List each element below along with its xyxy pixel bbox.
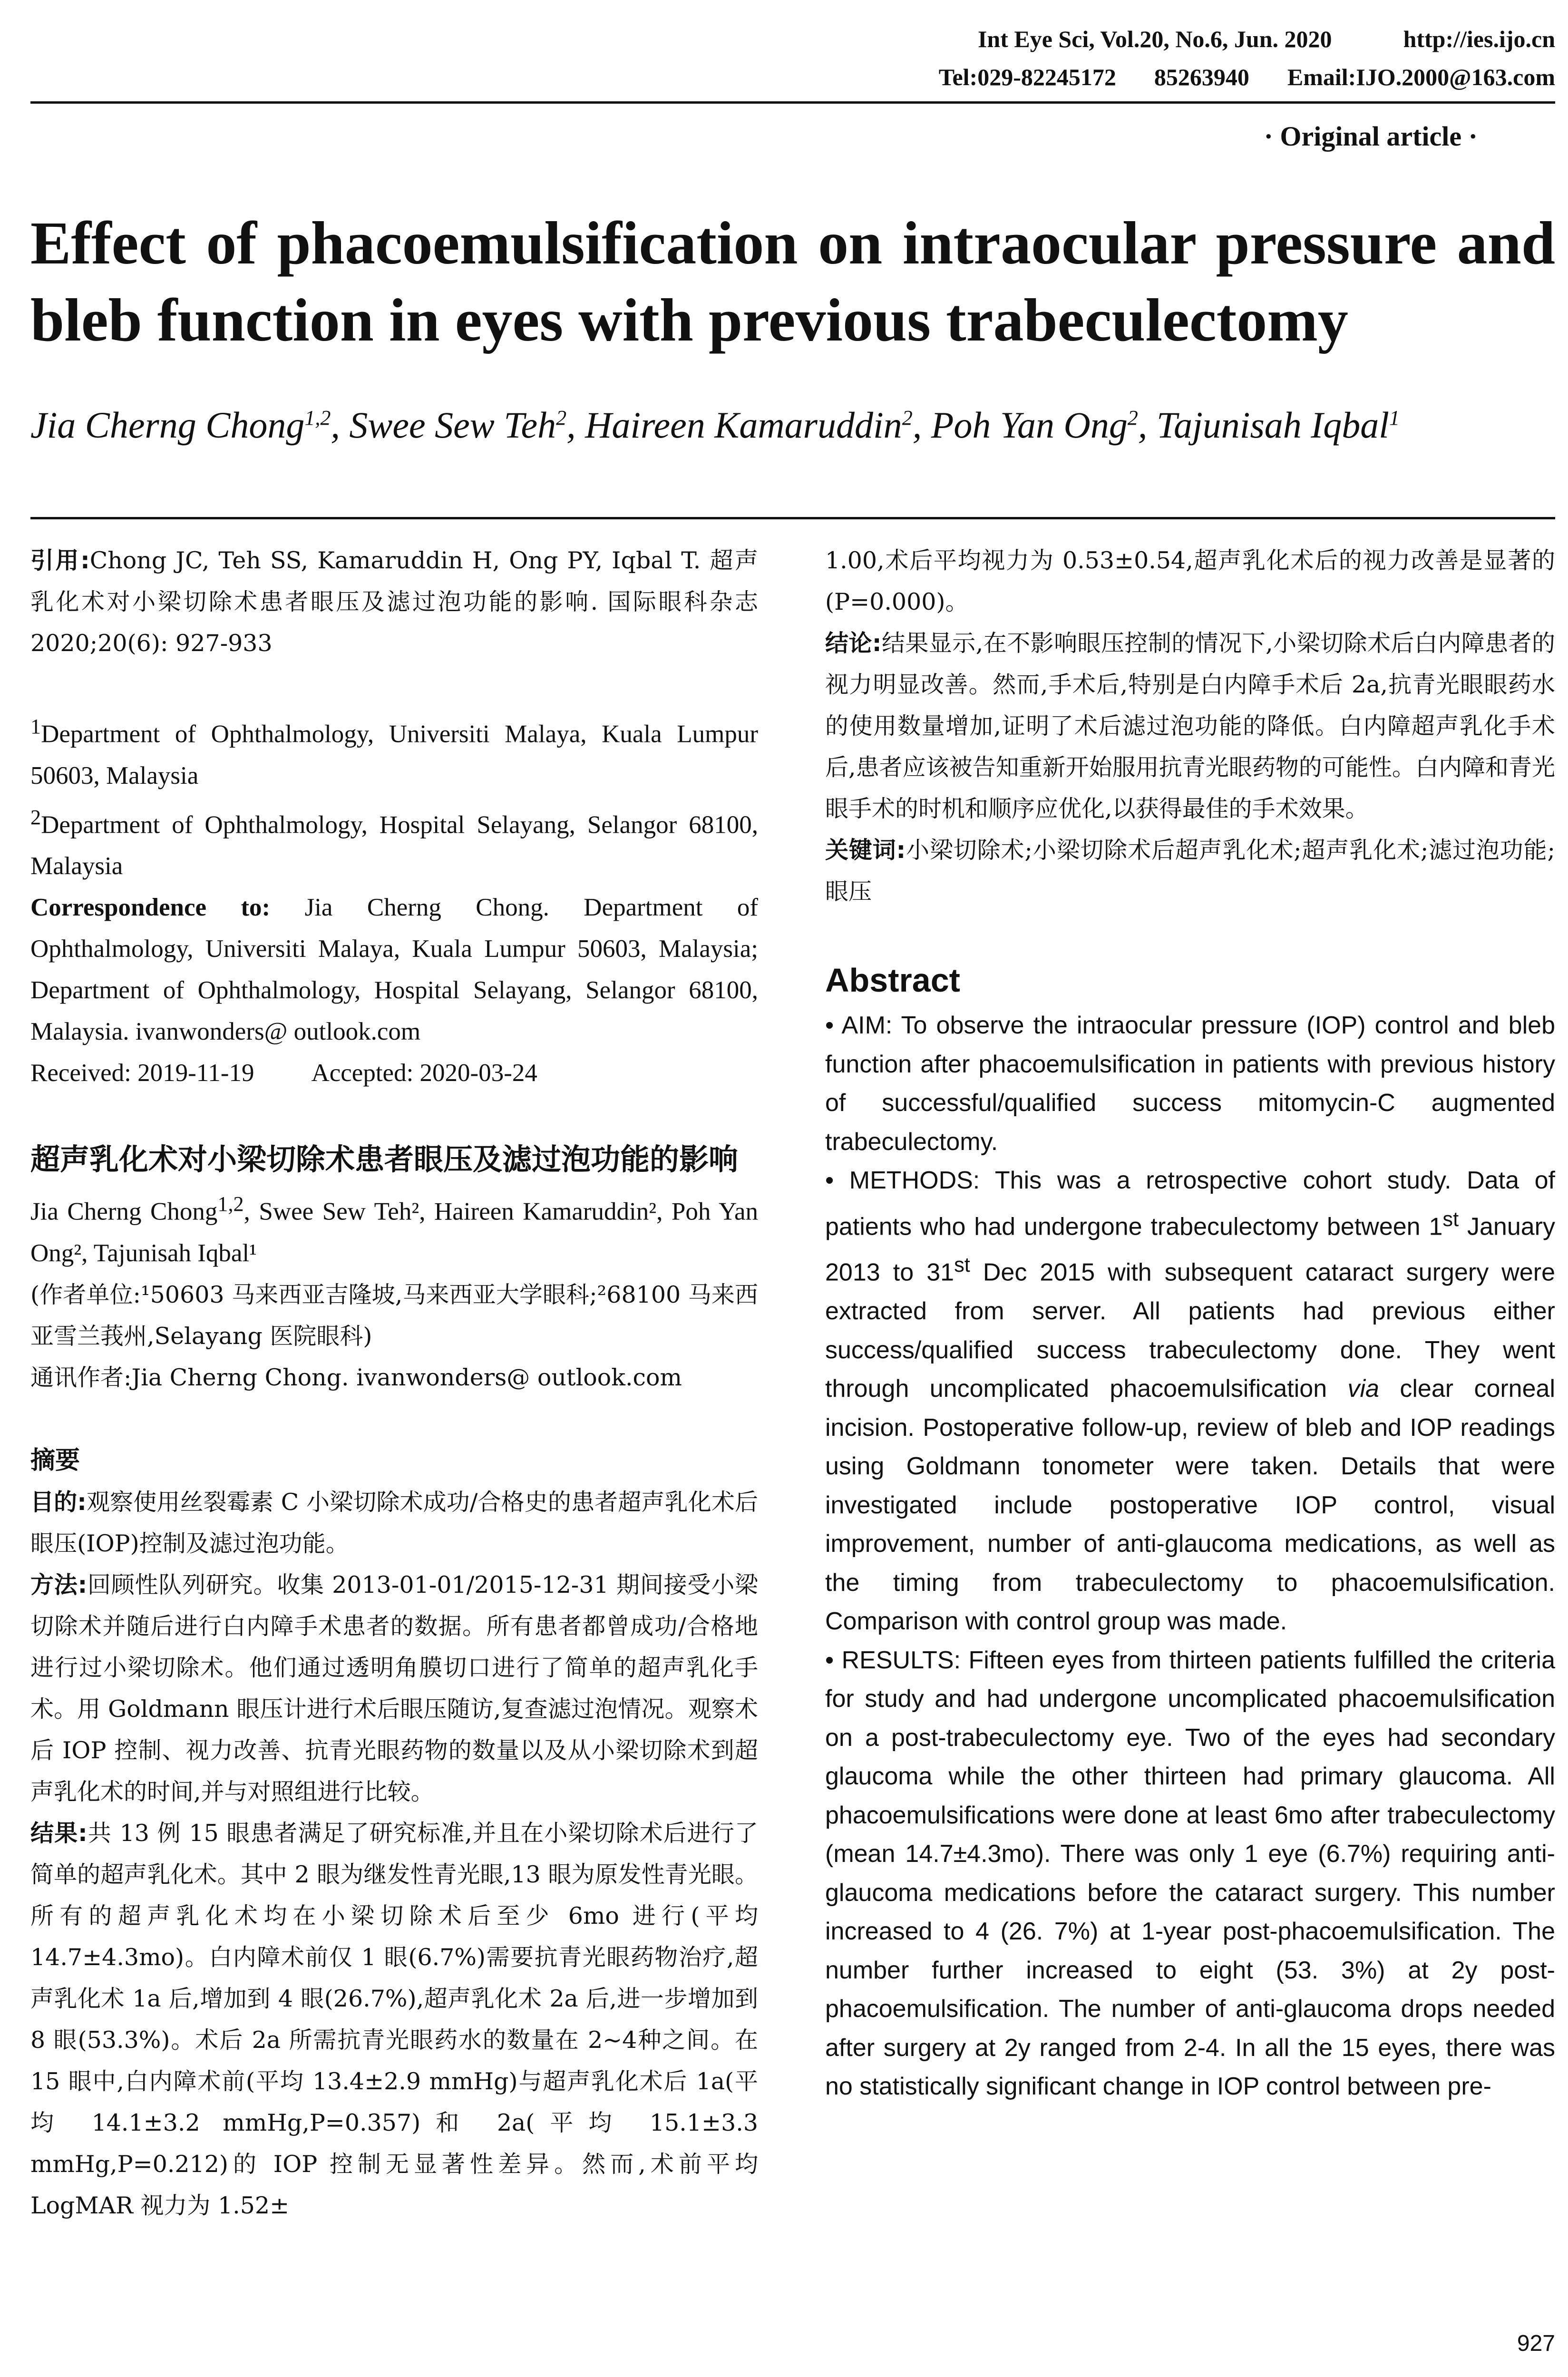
- author-affiliation: 1,2: [217, 1192, 244, 1216]
- chinese-conclusion: [825, 623, 1555, 829]
- received-date: Received: 2019-11-19: [30, 1059, 254, 1087]
- chinese-methods: [30, 1564, 758, 1812]
- author-affiliation: 2: [556, 406, 567, 429]
- left-column: [30, 540, 758, 2226]
- results-label: 结果:: [30, 1819, 88, 1847]
- abstract-aim-text: To observe the intraocular pressure (IOP) control and bleb function after phacoemulsification in patients with previous history of successful/qualified success mitomycin-C augmented trabeculectomy.: [825, 1012, 1555, 1156]
- affiliation-number: 1: [30, 715, 41, 738]
- chinese-contact: 通讯作者:Jia Cherng Chong. ivanwonders@ outlook.com: [30, 1364, 682, 1391]
- correspondence: [30, 887, 758, 1052]
- author-name: Jia Cherng Chong: [30, 404, 305, 446]
- chinese-abstract-heading: 摘要: [30, 1446, 80, 1475]
- author-name: Tajunisah Iqbal: [1156, 404, 1389, 446]
- journal-tel: Tel:029-82245172: [938, 64, 1116, 90]
- citation: [30, 540, 758, 664]
- chinese-keywords: [825, 829, 1555, 912]
- abstract-results-text: Fifteen eyes from thirteen patients fulfilled the criteria for study and had undergone uncomplicated phacoemulsification on a post-trabeculectomy eye. Two of the eyes had secondary glaucoma while the other thirteen had primary glaucoma. All phacoemulsifications were done at least 6mo after trabeculectomy (mean 14.7±4.3mo). There was only 1 eye (6.7%) requiring anti-glaucoma medications before the cataract surgery. This number increased to 4 (26. 7%) at 1-year post-phacoemulsification. The number further increased to eight (53. 3%) at 2y post-phacoemulsification. The number of anti-glaucoma drops needed after surgery at 2y ranged from 2-4. In all the 15 eyes, there was no statistically significant change in IOP control between pre-: [825, 1646, 1555, 2101]
- chinese-results-continued: 1.00,术后平均视力为 0.53±0.54,超声乳化术后的视力改善是显著的(P=0.000)。: [825, 547, 1555, 615]
- page-number: 927: [1517, 2331, 1555, 2356]
- abstract-methods-text: This was a retrospective cohort study. Data of patients who had undergone trabeculectomy between 1: [825, 1167, 1555, 1240]
- citation-label: 引用:: [30, 547, 90, 574]
- abstract-results: [825, 1641, 1555, 2106]
- abstract-methods-text: clear corneal incision. Postoperative follow-up, review of bleb and IOP readings using Goldmann tonometer were taken. Details that were investigated include postoperative IOP control, visual improvement, number of anti-glaucoma medications, as well as the timing from trabeculectomy to phacoemulsification. Comparison with control group was made.: [825, 1375, 1555, 1636]
- ordinal-suffix: st: [1442, 1208, 1459, 1231]
- header-line-1: [939, 20, 1555, 58]
- affiliation-text: Department of Ophthalmology, Universiti Malaya, Kuala Lumpur 50603, Malaysia: [30, 720, 758, 789]
- conclusion-text: 结果显示,在不影响眼压控制的情况下,小梁切除术后白内障患者的视力明显改善。然而,手术后,特别是白内障手术后 2a,抗青光眼眼药水的使用数量增加,证明了术后滤过泡功能的降低。白内障超声乳化手术后,患者应该被告知重新开始服用抗青光眼药物的可能性。白内障和青光眼手术的时机和顺序应优化,以获得最佳的手术效果。: [825, 630, 1555, 822]
- correspondence-label: Correspondence to:: [30, 894, 271, 922]
- dates: [30, 1052, 758, 1094]
- header-rule: [30, 101, 1555, 104]
- chinese-results: [30, 1812, 758, 2226]
- abstract-aim: [825, 1006, 1555, 1161]
- chinese-aim: [30, 1481, 758, 1564]
- methods-text: 回顾性队列研究。收集 2013-01-01/2015-12-31 期间接受小梁切除术并随后进行白内障手术患者的数据。所有患者都曾成功/合格地进行过小梁切除术。他们通过透明角膜切口进行了简单的超声乳化手术。用 Goldmann 眼压计进行术后眼压随访,复查滤过泡情况。观察术后 IOP 控制、视力改善、抗青光眼药物的数量以及从小梁切除术到超声乳化术的时间,并与对照组进行比较。: [30, 1571, 758, 1805]
- aim-label: 目的:: [30, 1488, 87, 1516]
- author-affiliation: 1: [1389, 406, 1400, 429]
- chinese-authors-rest: , Swee Sew Teh², Haireen Kamaruddin², Poh Yan Ong², Tajunisah Iqbal¹: [30, 1198, 758, 1267]
- right-column: [825, 540, 1555, 2106]
- author-name: Swee Sew Teh: [349, 404, 556, 446]
- ordinal-suffix: st: [954, 1254, 970, 1277]
- affiliation-number: 2: [30, 805, 41, 829]
- affiliation-text: Department of Ophthalmology, Hospital Selayang, Selangor 68100, Malaysia: [30, 811, 758, 880]
- abstract-methods: [825, 1161, 1555, 1641]
- abstract-heading: Abstract: [825, 962, 960, 999]
- author-list: Jia Cherng Chong$^{1,2}$, Swee Sew Teh$^2$, Haireen Kamaruddin$^2$, Poh Yan Ong$^2$, Tajunisah Iqbal$^1$: [30, 404, 1400, 446]
- header-line-2: [939, 58, 1555, 96]
- abstract-methods-text: January 2013 to 31: [825, 1212, 1555, 1286]
- abstract-aim-label: • AIM:: [825, 1012, 893, 1039]
- author-affiliation: 2: [1127, 406, 1138, 429]
- results-text: 共 13 例 15 眼患者满足了研究标准,并且在小梁切除术后进行了简单的超声乳化术。其中 2 眼为继发性青光眼,13 眼为原发性青光眼。所有的超声乳化术均在小梁切除术后至少 6mo 进行(平均 14.7±4.3mo)。白内障术前仅 1 眼(6.7%)需要抗青光眼药物治疗,超声乳化术 1a 后,增加到 4 眼(26.7%),超声乳化术 2a 后,进一步增加到 8 眼(53.3%)。术后 2a 所需抗青光眼药水的数量在 2~4种之间。在 15 眼中,白内障术前(平均 13.4±2.9 mmHg)与超声乳化术后 1a(平均 14.1±3.2 mmHg,P=0.357)和 2a(平均 15.1±3.3 mmHg,P=0.212)的 IOP 控制无显著性差异。然而,术前平均 LogMAR 视力为 1.52±: [30, 1819, 758, 2219]
- abstract-methods-text: Dec 2015 with subsequent cataract surgery were extracted from server. All patients had previous either success/qualified success trabeculectomy done. They went through uncomplicated phacoemulsification: [825, 1258, 1556, 1403]
- affiliation: [30, 797, 758, 887]
- aim-text: 观察使用丝裂霉素 C 小梁切除术成功/合格史的患者超声乳化术后眼压(IOP)控制及滤过泡功能。: [30, 1488, 758, 1557]
- author-name: Haireen Kamaruddin: [585, 404, 902, 446]
- methods-label: 方法:: [30, 1571, 88, 1598]
- author-affiliation: 1,2: [304, 406, 331, 429]
- journal-tel2: 85263940: [1154, 64, 1249, 90]
- authors-rule: [30, 517, 1555, 519]
- correspondence-text: Jia Cherng Chong. Department of Ophthalmology, Universiti Malaya, Kuala Lumpur 50603, Malaysia; Department of Ophthalmology, Hospital Selayang, Selangor 68100, Malaysia. ivanwonders@ outlook.com: [30, 894, 758, 1046]
- abstract-methods-label: • METHODS:: [825, 1167, 980, 1194]
- keywords-label: 关键词:: [825, 837, 906, 864]
- author-name: Poh Yan Ong: [931, 404, 1128, 446]
- chinese-title: 超声乳化术对小梁切除术患者眼压及滤过泡功能的影响: [30, 1142, 739, 1177]
- journal-citation: Int Eye Sci, Vol.20, No.6, Jun. 2020: [977, 26, 1332, 52]
- accepted-date: Accepted: 2020-03-24: [311, 1059, 537, 1087]
- chinese-unit: (作者单位:¹50603 马来西亚吉隆坡,马来西亚大学眼科;²68100 马来西亚雪兰莪州,Selayang 医院眼科): [30, 1281, 758, 1350]
- section-tag: · Original article ·: [1264, 121, 1478, 152]
- conclusion-label: 结论:: [825, 630, 882, 657]
- citation-text: Chong JC, Teh SS, Kamaruddin H, Ong PY, Iqbal T. 超声乳化术对小梁切除术患者眼压及滤过泡功能的影响. 国际眼科杂志 2020;20(6): 927-933: [30, 547, 758, 657]
- via-italic: via: [1347, 1375, 1379, 1403]
- chinese-authors-first: Jia Cherng Chong: [30, 1198, 218, 1226]
- journal-header: [939, 20, 1555, 96]
- affiliation: [30, 706, 758, 797]
- keywords-text: 小梁切除术;小梁切除术后超声乳化术;超声乳化术;滤过泡功能;眼压: [825, 837, 1555, 905]
- journal-url[interactable]: http://ies.ijo.cn: [1403, 26, 1555, 52]
- chinese-authors: [30, 1183, 758, 1274]
- author-affiliation: 2: [902, 406, 913, 429]
- article-title: Effect of phacoemulsification on intraocular pressure and bleb function in eyes with previous trabeculectomy: [30, 209, 1555, 354]
- abstract-results-label: • RESULTS:: [825, 1646, 961, 1674]
- journal-email[interactable]: Email:IJO.2000@163.com: [1287, 64, 1555, 90]
